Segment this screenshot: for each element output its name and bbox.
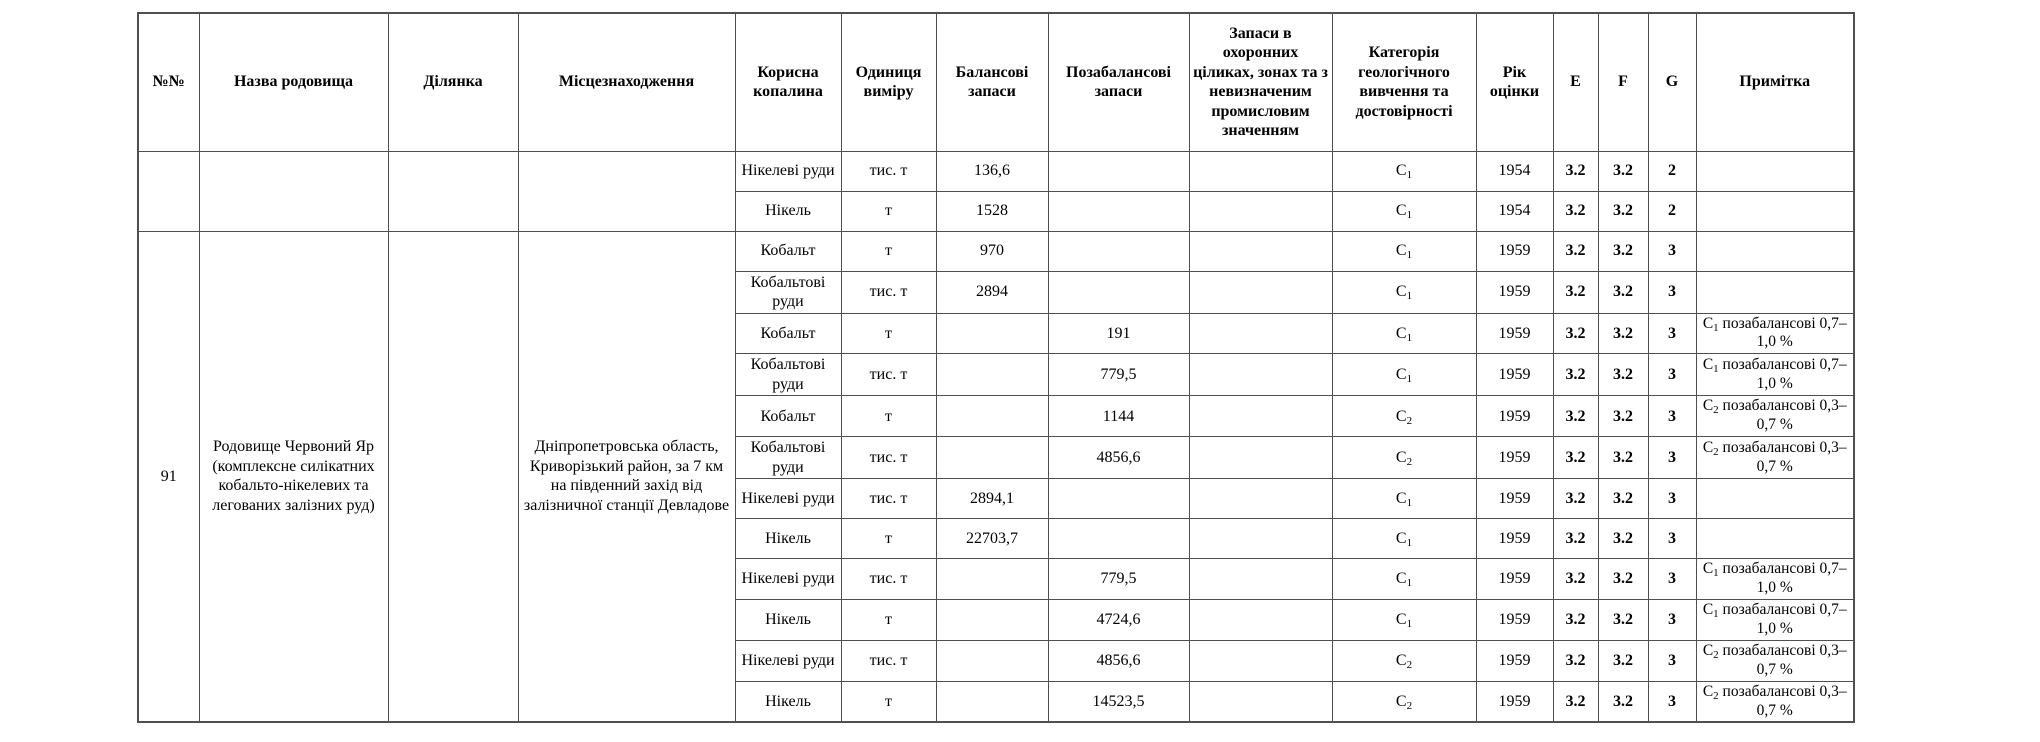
cell-mineral: Нікелеві руди <box>735 151 841 191</box>
category-letter: C <box>1395 570 1407 588</box>
cell-protected-reserves <box>1189 600 1332 641</box>
note-text: позабалансові 0,7–1,0 % <box>1718 314 1847 351</box>
category-subscript: 2 <box>1406 699 1413 712</box>
cell-unit: т <box>841 313 936 354</box>
cell-protected-reserves <box>1189 191 1332 231</box>
category-letter: C <box>1395 692 1407 710</box>
cell-category <box>1332 600 1476 641</box>
cell-assessment-year: 1959 <box>1476 231 1553 271</box>
cell-off-balance-reserves <box>1048 191 1189 231</box>
cell-f: 3.2 <box>1598 479 1648 519</box>
cell-protected-reserves <box>1189 151 1332 191</box>
cell-mineral: Кобальт <box>735 231 841 271</box>
cell-off-balance-reserves <box>1048 151 1189 191</box>
cell-note <box>1696 354 1854 396</box>
cell-unit: тис. т <box>841 479 936 519</box>
cell-f: 3.2 <box>1598 640 1648 681</box>
cell-e: 3.2 <box>1553 640 1598 681</box>
cell-mineral: Кобальтові руди <box>735 271 841 313</box>
cell-category <box>1332 396 1476 437</box>
cell-f: 3.2 <box>1598 231 1648 271</box>
category-letter: C <box>1395 324 1407 342</box>
cell-mineral: Кобальт <box>735 313 841 354</box>
cell-assessment-year: 1959 <box>1476 396 1553 437</box>
cell-g: 3 <box>1648 231 1696 271</box>
cell-balance-reserves: 136,6 <box>936 151 1048 191</box>
cell-e: 3.2 <box>1553 231 1598 271</box>
cell-balance-reserves <box>936 354 1048 396</box>
cell-note <box>1696 151 1854 191</box>
note-category-letter: C <box>1702 560 1714 578</box>
cell-mineral: Кобальтові руди <box>735 437 841 479</box>
category-subscript: 1 <box>1406 290 1413 303</box>
cell-off-balance-reserves: 4856,6 <box>1048 640 1189 681</box>
column-header-e: E <box>1553 13 1598 151</box>
cell-assessment-year: 1959 <box>1476 354 1553 396</box>
cell-unit: т <box>841 681 936 722</box>
cell-balance-reserves <box>936 640 1048 681</box>
cell-assessment-year: 1959 <box>1476 640 1553 681</box>
note-text: позабалансові 0,3–0,7 % <box>1718 682 1847 719</box>
category-subscript: 2 <box>1406 414 1413 427</box>
cell-unit: тис. т <box>841 271 936 313</box>
cell-category <box>1332 559 1476 600</box>
column-header-note: Примітка <box>1696 13 1854 151</box>
cell-protected-reserves <box>1189 519 1332 559</box>
cell-g: 3 <box>1648 559 1696 600</box>
cell-e: 3.2 <box>1553 600 1598 641</box>
category-letter: C <box>1395 407 1407 425</box>
cell-e: 3.2 <box>1553 271 1598 313</box>
cell-e: 3.2 <box>1553 191 1598 231</box>
note-text: позабалансові 0,3–0,7 % <box>1718 397 1847 434</box>
cell-off-balance-reserves: 4724,6 <box>1048 600 1189 641</box>
cell-note <box>1696 559 1854 600</box>
mineral-reserves-table <box>137 12 1855 723</box>
cell-off-balance-reserves <box>1048 271 1189 313</box>
cell-f: 3.2 <box>1598 519 1648 559</box>
column-header-off-balance-reserves: Позабалансові запаси <box>1048 13 1189 151</box>
column-header-unit: Одиниця виміру <box>841 13 936 151</box>
cell-off-balance-reserves <box>1048 479 1189 519</box>
cell-note <box>1696 437 1854 479</box>
cell-g: 3 <box>1648 437 1696 479</box>
note-text: позабалансові 0,3–0,7 % <box>1718 641 1847 678</box>
cell-unit: тис. т <box>841 559 936 600</box>
category-subscript: 2 <box>1406 455 1413 468</box>
cell-protected-reserves <box>1189 640 1332 681</box>
cell-unit: т <box>841 600 936 641</box>
column-header-g: G <box>1648 13 1696 151</box>
cell-protected-reserves <box>1189 396 1332 437</box>
category-letter: C <box>1395 202 1407 220</box>
cell-protected-reserves <box>1189 354 1332 396</box>
note-category-letter: C <box>1702 355 1714 373</box>
cell-f: 3.2 <box>1598 354 1648 396</box>
category-subscript: 1 <box>1406 169 1413 182</box>
cell-mineral: Кобальт <box>735 396 841 437</box>
cell-note <box>1696 519 1854 559</box>
cell-balance-reserves <box>936 559 1048 600</box>
cell-protected-reserves <box>1189 681 1332 722</box>
column-header-protected-reserves: Запаси в охоронних ціликах, зонах та з невизначеним промисловим значенням <box>1189 13 1332 151</box>
category-subscript: 1 <box>1406 496 1413 509</box>
note-category-letter: C <box>1702 682 1714 700</box>
category-subscript: 1 <box>1406 577 1413 590</box>
cell-unit: т <box>841 396 936 437</box>
cell-e: 3.2 <box>1553 681 1598 722</box>
note-category-letter: C <box>1702 397 1714 415</box>
cell-mineral: Нікель <box>735 519 841 559</box>
cell-mineral: Нікелеві руди <box>735 559 841 600</box>
cell-category <box>1332 191 1476 231</box>
cell-category <box>1332 479 1476 519</box>
cell-category <box>1332 681 1476 722</box>
cell-protected-reserves <box>1189 231 1332 271</box>
category-subscript: 1 <box>1406 209 1413 222</box>
cell-deposit-number: 91 <box>138 231 199 722</box>
cell-off-balance-reserves: 191 <box>1048 313 1189 354</box>
cell-balance-reserves: 970 <box>936 231 1048 271</box>
column-header-location: Місцезнаходження <box>518 13 735 151</box>
cell-off-balance-reserves <box>1048 231 1189 271</box>
cell-g: 2 <box>1648 191 1696 231</box>
cell-note <box>1696 271 1854 313</box>
category-subscript: 1 <box>1406 536 1413 549</box>
cell-f: 3.2 <box>1598 437 1648 479</box>
cell-f: 3.2 <box>1598 600 1648 641</box>
category-letter: C <box>1395 448 1407 466</box>
note-category-subscript: 2 <box>1713 689 1719 702</box>
column-header-f: F <box>1598 13 1648 151</box>
cell-mineral: Нікель <box>735 681 841 722</box>
table-row <box>138 151 1854 191</box>
cell-area <box>388 151 518 231</box>
cell-assessment-year: 1959 <box>1476 271 1553 313</box>
note-category-subscript: 1 <box>1713 362 1719 375</box>
cell-unit: тис. т <box>841 151 936 191</box>
category-subscript: 1 <box>1406 373 1413 386</box>
category-letter: C <box>1395 611 1407 629</box>
category-subscript: 1 <box>1406 618 1413 631</box>
cell-unit: т <box>841 191 936 231</box>
cell-category <box>1332 313 1476 354</box>
cell-protected-reserves <box>1189 271 1332 313</box>
cell-f: 3.2 <box>1598 559 1648 600</box>
cell-balance-reserves <box>936 396 1048 437</box>
cell-unit: тис. т <box>841 640 936 681</box>
cell-mineral: Нікель <box>735 600 841 641</box>
note-category-subscript: 1 <box>1713 608 1719 621</box>
note-category-letter: C <box>1702 641 1714 659</box>
cell-assessment-year: 1959 <box>1476 681 1553 722</box>
cell-f: 3.2 <box>1598 271 1648 313</box>
cell-f: 3.2 <box>1598 681 1648 722</box>
cell-off-balance-reserves: 4856,6 <box>1048 437 1189 479</box>
cell-unit: тис. т <box>841 354 936 396</box>
cell-g: 2 <box>1648 151 1696 191</box>
cell-e: 3.2 <box>1553 437 1598 479</box>
cell-balance-reserves: 2894 <box>936 271 1048 313</box>
header-row <box>138 13 1854 151</box>
cell-off-balance-reserves: 1144 <box>1048 396 1189 437</box>
cell-assessment-year: 1959 <box>1476 600 1553 641</box>
cell-unit: т <box>841 231 936 271</box>
cell-mineral: Нікель <box>735 191 841 231</box>
cell-e: 3.2 <box>1553 151 1598 191</box>
note-category-letter: C <box>1702 438 1714 456</box>
cell-e: 3.2 <box>1553 396 1598 437</box>
cell-note <box>1696 191 1854 231</box>
cell-off-balance-reserves: 779,5 <box>1048 559 1189 600</box>
cell-balance-reserves <box>936 681 1048 722</box>
cell-area <box>388 231 518 722</box>
cell-note <box>1696 313 1854 354</box>
cell-assessment-year: 1959 <box>1476 479 1553 519</box>
note-category-subscript: 1 <box>1713 567 1719 580</box>
column-header-mineral: Корисна копалина <box>735 13 841 151</box>
note-text: позабалансові 0,3–0,7 % <box>1718 438 1847 475</box>
category-letter: C <box>1395 651 1407 669</box>
category-letter: C <box>1395 366 1407 384</box>
cell-category <box>1332 640 1476 681</box>
cell-f: 3.2 <box>1598 313 1648 354</box>
cell-note <box>1696 231 1854 271</box>
note-text: позабалансові 0,7–1,0 % <box>1718 560 1847 597</box>
cell-assessment-year: 1959 <box>1476 437 1553 479</box>
cell-mineral: Нікелеві руди <box>735 479 841 519</box>
column-header-deposit-name: Назва родовища <box>199 13 388 151</box>
note-category-subscript: 2 <box>1713 445 1719 458</box>
category-letter: C <box>1395 529 1407 547</box>
cell-assessment-year: 1959 <box>1476 519 1553 559</box>
cell-protected-reserves <box>1189 559 1332 600</box>
cell-f: 3.2 <box>1598 151 1648 191</box>
cell-g: 3 <box>1648 681 1696 722</box>
note-text: позабалансові 0,7–1,0 % <box>1718 601 1847 637</box>
cell-mineral: Нікелеві руди <box>735 640 841 681</box>
category-subscript: 1 <box>1406 249 1413 262</box>
category-subscript: 2 <box>1406 658 1413 671</box>
cell-balance-reserves: 22703,7 <box>936 519 1048 559</box>
cell-g: 3 <box>1648 519 1696 559</box>
cell-note <box>1696 479 1854 519</box>
cell-assessment-year: 1959 <box>1476 559 1553 600</box>
cell-protected-reserves <box>1189 479 1332 519</box>
cell-balance-reserves <box>936 313 1048 354</box>
category-subscript: 1 <box>1406 331 1413 344</box>
cell-balance-reserves: 2894,1 <box>936 479 1048 519</box>
cell-mineral: Кобальтові руди <box>735 354 841 396</box>
cell-protected-reserves <box>1189 437 1332 479</box>
cell-protected-reserves <box>1189 313 1332 354</box>
cell-f: 3.2 <box>1598 191 1648 231</box>
cell-balance-reserves: 1528 <box>936 191 1048 231</box>
cell-g: 3 <box>1648 640 1696 681</box>
cell-category <box>1332 231 1476 271</box>
cell-category <box>1332 354 1476 396</box>
note-category-letter: C <box>1702 314 1714 332</box>
note-category-subscript: 2 <box>1713 648 1719 661</box>
cell-balance-reserves <box>936 437 1048 479</box>
cell-deposit-number <box>138 151 199 231</box>
cell-balance-reserves <box>936 600 1048 641</box>
cell-category <box>1332 437 1476 479</box>
cell-g: 3 <box>1648 396 1696 437</box>
column-header-assessment-year: Рік оцінки <box>1476 13 1553 151</box>
note-category-subscript: 1 <box>1713 321 1719 334</box>
cell-note <box>1696 640 1854 681</box>
note-text: позабалансові 0,7–1,0 % <box>1718 355 1847 392</box>
cell-unit: т <box>841 519 936 559</box>
cell-location: Дніпропетровська область, Криворізький район, за 7 км на південний захід від залізничної станції Девладове <box>518 231 735 722</box>
cell-g: 3 <box>1648 600 1696 641</box>
category-letter: C <box>1395 283 1407 301</box>
cell-e: 3.2 <box>1553 354 1598 396</box>
cell-note <box>1696 681 1854 722</box>
cell-deposit-name <box>199 151 388 231</box>
column-header-number: №№ <box>138 13 199 151</box>
note-category-subscript: 2 <box>1713 404 1719 417</box>
cell-g: 3 <box>1648 479 1696 519</box>
cell-assessment-year: 1954 <box>1476 191 1553 231</box>
column-header-balance-reserves: Балансові запаси <box>936 13 1048 151</box>
cell-note <box>1696 396 1854 437</box>
category-letter: C <box>1395 242 1407 260</box>
cell-unit: тис. т <box>841 437 936 479</box>
cell-category <box>1332 271 1476 313</box>
cell-e: 3.2 <box>1553 313 1598 354</box>
cell-category <box>1332 151 1476 191</box>
cell-off-balance-reserves: 779,5 <box>1048 354 1189 396</box>
category-letter: C <box>1395 162 1407 180</box>
column-header-area: Ділянка <box>388 13 518 151</box>
cell-note <box>1696 600 1854 641</box>
cell-off-balance-reserves <box>1048 519 1189 559</box>
table-row <box>138 231 1854 271</box>
cell-assessment-year: 1959 <box>1476 313 1553 354</box>
cell-e: 3.2 <box>1553 479 1598 519</box>
cell-g: 3 <box>1648 313 1696 354</box>
cell-g: 3 <box>1648 354 1696 396</box>
cell-deposit-name: Родовище Червоний Яр (комплексне силікатних кобальто-нікелевих та легованих залізних руд) <box>199 231 388 722</box>
cell-assessment-year: 1954 <box>1476 151 1553 191</box>
cell-location <box>518 151 735 231</box>
note-category-letter: C <box>1702 601 1714 619</box>
cell-off-balance-reserves: 14523,5 <box>1048 681 1189 722</box>
column-header-category: Категорія геологічного вивчення та достовірності <box>1332 13 1476 151</box>
cell-f: 3.2 <box>1598 396 1648 437</box>
cell-g: 3 <box>1648 271 1696 313</box>
cell-category <box>1332 519 1476 559</box>
category-letter: C <box>1395 489 1407 507</box>
cell-e: 3.2 <box>1553 519 1598 559</box>
cell-e: 3.2 <box>1553 559 1598 600</box>
